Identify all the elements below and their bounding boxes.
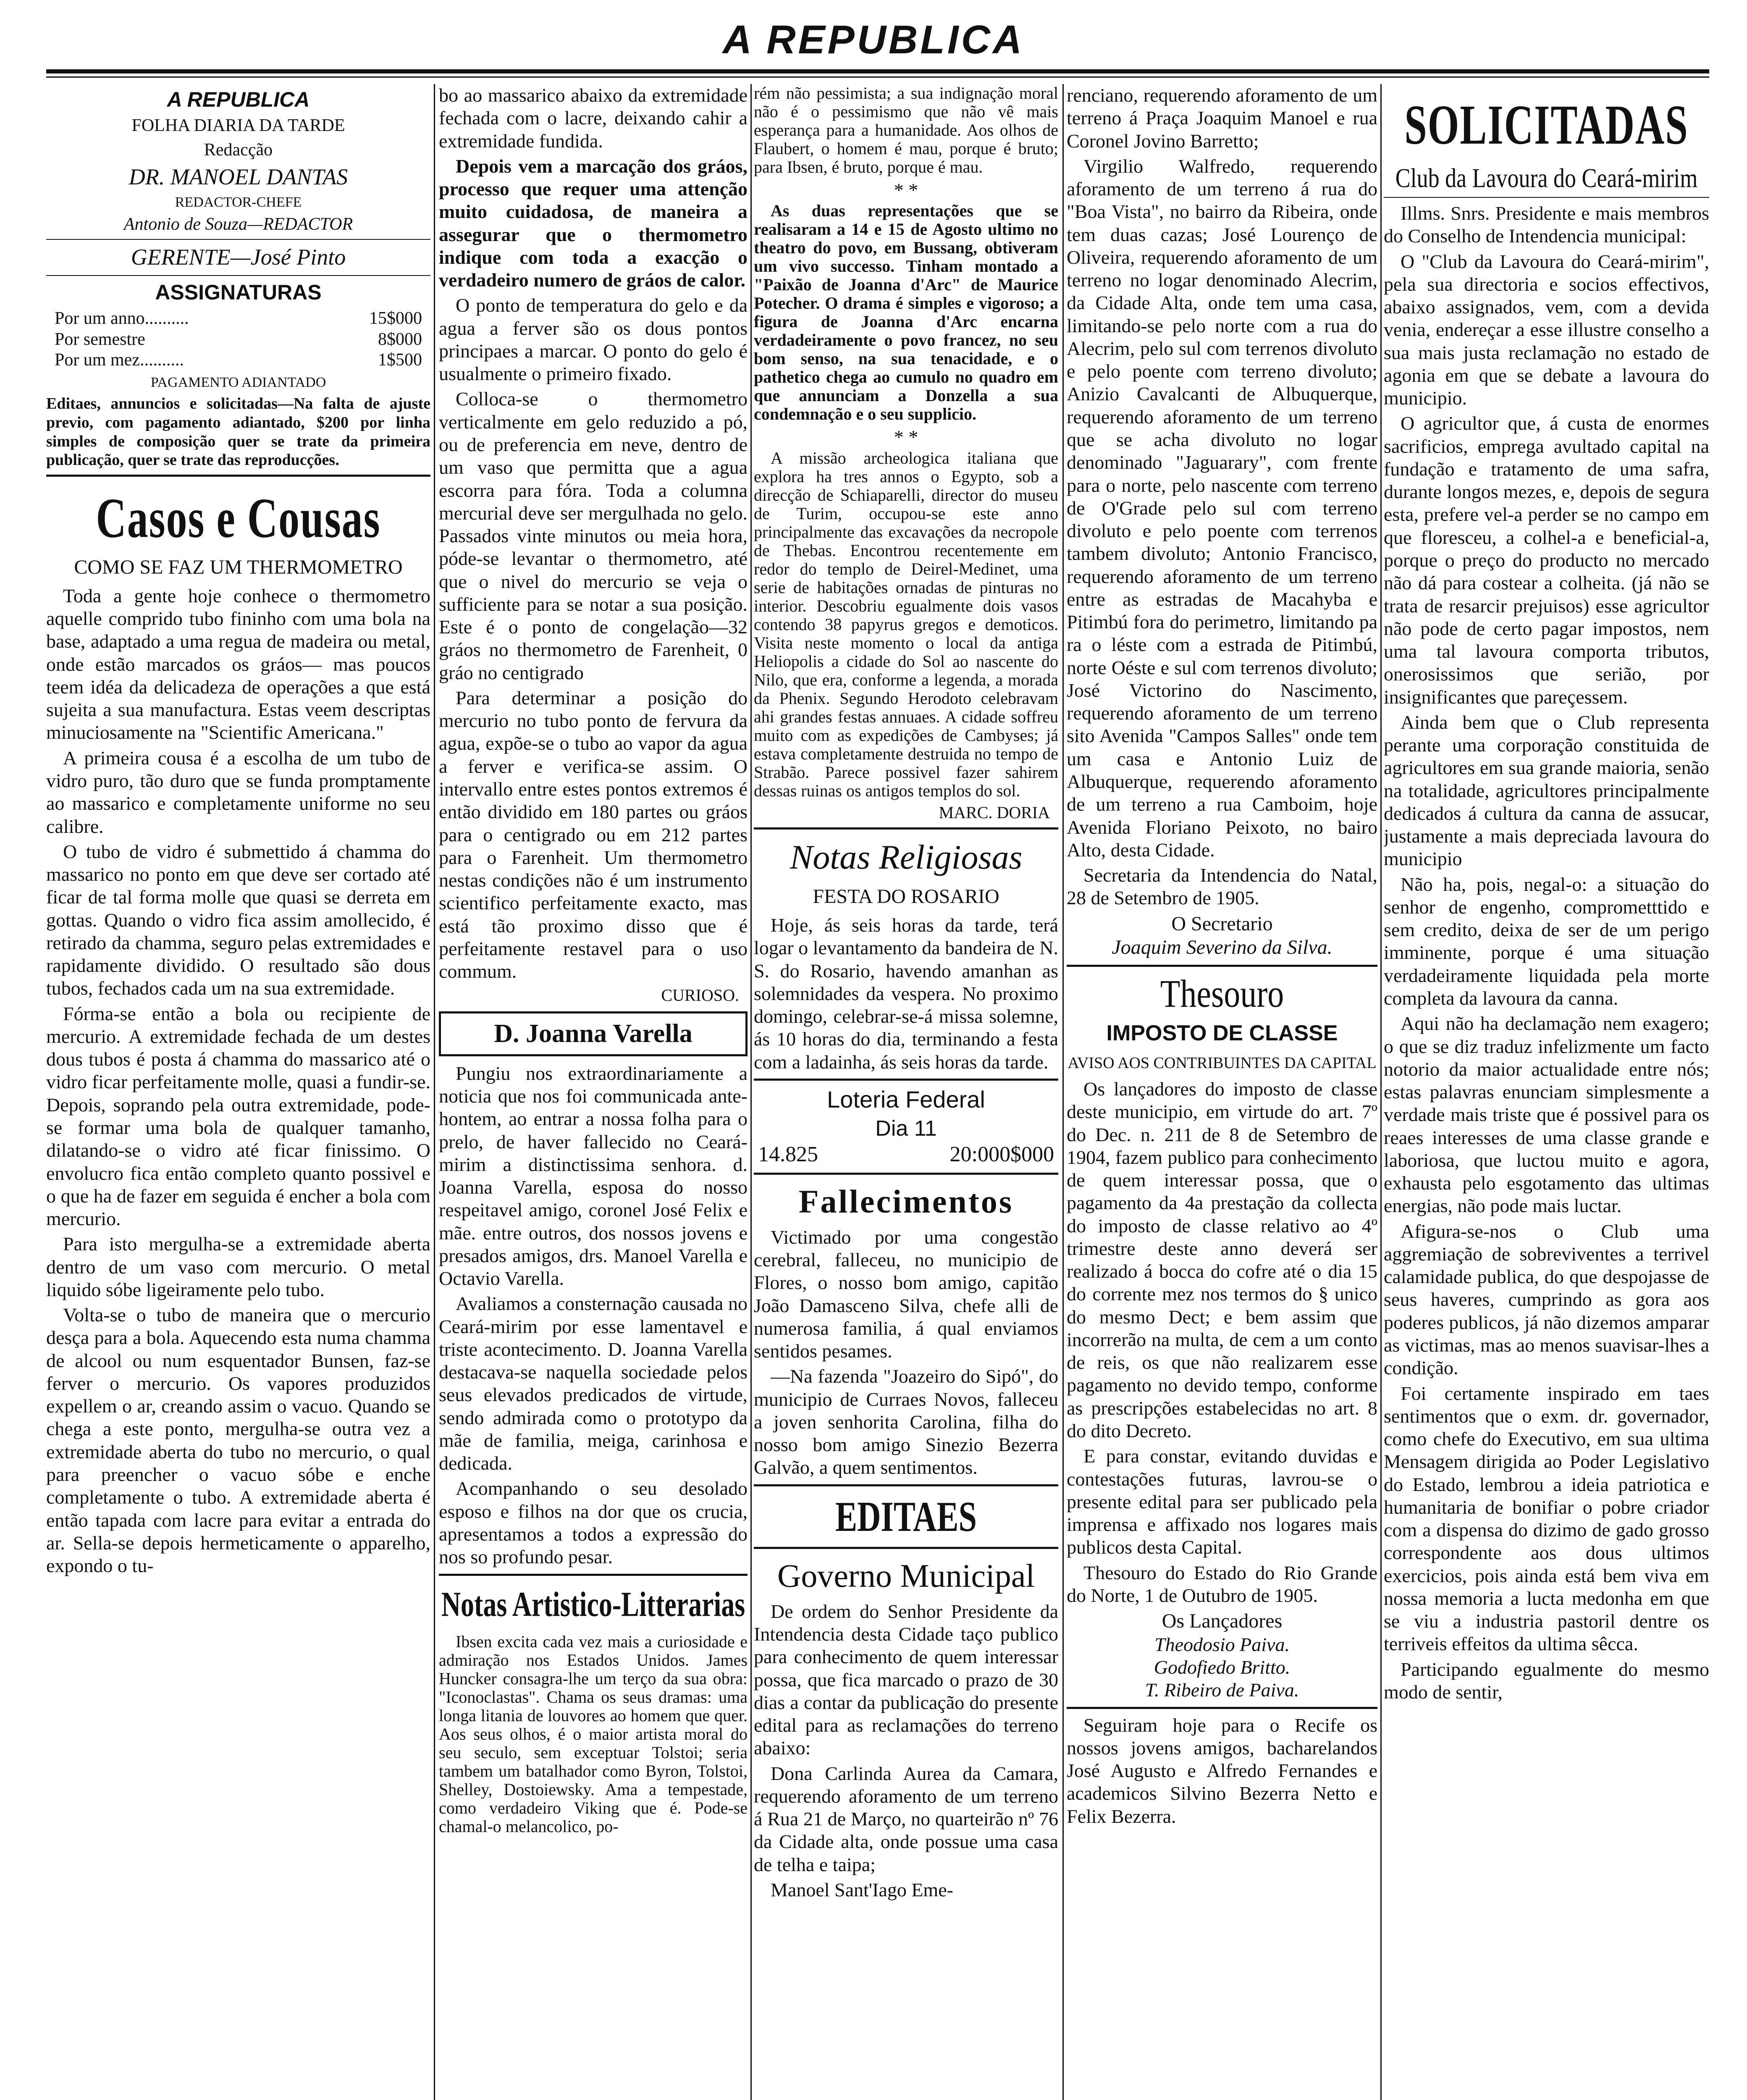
title-rule-thin <box>46 76 1709 78</box>
column-divider <box>1380 84 1382 2100</box>
article-subheading: COMO SE FAZ UM THERMOMETRO <box>74 556 403 579</box>
divider <box>1067 1707 1377 1709</box>
masthead-gerente: GERENTE—José Pinto <box>131 244 346 270</box>
editaes-note: Editaes, annuncios e solicitadas—Na falta de ajuste previo, com pagamento adiantado, $200 por linha simples de composição quer se trate da primeira publicação, quer se trate das reproducções. <box>46 394 430 469</box>
article-paragraph: Seguiram hoje para o Recife os nossos jovens amigos, bacharelandos José Augusto e Alfredo Fernandes e academicos Silvino Bezerra Netto e Felix Bezerra. <box>1067 1714 1377 1827</box>
article-paragraph: Participando egualmente do mesmo modo de sentir, <box>1384 1658 1709 1703</box>
article-paragraph: Colloca-se o thermometro verticalmente em gelo reduzido a pó, ou de preferencia em neve, dentro de um vaso que permitta que a agua escorra para fóra. Toda a columna mercurial deve ser mergulhada no gelo. Passados vinte minutos ou meia hora, póde-se levantar o thermometro, até que o nivel do mercurio se veja o sufficiente para se notar a sua posição. Este é o ponto de congelação—32 gráos no thermometro de Farenheit, 0 gráo no centigrado <box>439 388 748 683</box>
secretario-name: Joaquim Severino da Silva. <box>1112 936 1333 959</box>
article-subheading: IMPOSTO DE CLASSE <box>1106 1021 1338 1045</box>
secretario-label: O Secretario <box>1171 912 1273 935</box>
price-row: Por semestre 8$000 <box>55 329 422 349</box>
article-paragraph: rém não pessimista; a sua indignação moral não é o pessimismo que não vê mais esperança para a humanidade. Aos olhos de Flaubert, o homem é mau, porque é bruto; para Ibsen, é bruto, porque é mau. <box>754 84 1058 176</box>
lancador-name: Theodosio Paiva. <box>1154 1633 1290 1655</box>
separator-stars: * * <box>894 179 918 201</box>
section-heading: Governo Municipal <box>777 1557 1035 1594</box>
article-paragraph: Para isto mergulha-se a extremidade aberta dentro de um vaso com mercurio. O metal liquido sóbe ligeiramente pelo tubo. <box>46 1233 430 1300</box>
article-paragraph: Manoel Sant'Iago Eme- <box>771 1879 953 1900</box>
price-row: Por um mez.......... 1$500 <box>55 350 422 370</box>
article-paragraph: Victimado por uma congestão cerebral, falleceu, no municipio de Flores, o nosso bom amigo, capitão João Damasceno Silva, chefe alli de numerosa familia, á qual enviamos sentidos pesames. <box>754 1226 1058 1362</box>
lancador-name: Godofiedo Britto. <box>1154 1656 1291 1678</box>
article-paragraph: O ponto de temperatura do gelo e da agua a ferver são os dous pontos principaes a marcar. O ponto do gelo é usualmente o primeiro fixado. <box>439 294 748 385</box>
separator-stars: * * <box>894 426 918 448</box>
masthead-subtitle: FOLHA DIARIA DA TARDE <box>131 116 345 135</box>
article-signature: MARC. DORIA <box>939 803 1050 822</box>
divider <box>439 1574 748 1576</box>
price-row: Por um anno.......... 15$000 <box>55 309 422 328</box>
divider <box>754 1547 1058 1549</box>
article-subheading: FESTA DO ROSARIO <box>813 885 999 908</box>
section-heading: EDITAES <box>835 1492 977 1540</box>
article-paragraph: Ainda bem que o Club representa perante uma corporação constituida de agricultores em sua grande maioria, senão na totalidade, agricultores principalmente dedicados á cultura da canna de assucar, justamente a mais depreciada lavoura do municipio <box>1384 711 1709 870</box>
article-signature: CURIOSO. <box>661 986 739 1005</box>
article-paragraph: renciano, requerendo aforamento de um terreno á Praça Joaquim Manoel e rua Coronel Jovino Barretto; <box>1067 84 1377 152</box>
section-heading: Fallecimentos <box>798 1183 1014 1220</box>
article-paragraph: Thesouro do Estado do Rio Grande do Norte, 1 de Outubro de 1905. <box>1067 1562 1377 1606</box>
article-paragraph: Para determinar a posição do mercurio no tubo ponto de fervura da agua, expõe-se o tubo ao vapor da agua a ferver e verifica-se assim. O intervallo entre estes pontos extremos é então dividido em 180 partes ou gráos para o centigrado ou em 212 partes para o Farenheit. Um thermometro nestas condições não é um instrumento scientifico perfeitamente exacto, mas está tão proximo disso que é perfeitamente restavel para o uso commum. <box>439 687 748 982</box>
section-heading: D. Joanna Varella <box>494 1019 693 1048</box>
article-paragraph: Fórma-se então a bola ou recipiente de mercurio. A extremidade fechada de um destes dous tubos é posta á chamma do massarico até o vidro ficar perfeitamente molle, quasi a fundir-se. Depois, soprando pela outra extremidade, pode-se formar uma bola de qualquer tamanho, dilatando-se o vidro até ficar finissimo. O envolucro fica então completo quanto possivel e o que ha de fazer em seguida é encher a bola com mercurio. <box>46 1003 430 1230</box>
article-paragraph: Virgilio Walfredo, requerendo aforamento de um terreno á rua do "Boa Vista", no bairro da Ribeira, onde tem duas cazas; José Lourenço de Oliveira, requerendo aforamento de um terreno no logar denominado Alecrim, da Cidade Alta, onde tem uma casa, limitando-se pelo norte com a rua do Alecrim, pelo sul com terrenos divoluto e pelo poente com terreno divoluto; Anizio Cavalcanti de Albuquerque, requerendo aforamento de um terreno que se acha divoluto no logar denominado "Jaguarary", com frente para o norte, pelo nascente com terreno de O'Grade pelo sul com terreno divoluto e pelo poente com terrenos tambem divoluto; Antonio Francisco, requerendo aforamento de um terreno entre as estradas de Macahyba e Pitimbú fora do perimetro, limitando pa ra o léste com a estrada de Pitimbú, norte Oéste e sul com terrenos divoluto; José Victorino do Nascimento, requerendo aforamento de um terreno sito Avenida "Campos Salles" onde tem um casa e Antonio Luiz de Albuquerque, requerendo aforamento de um terreno a rua Camboim, hoje Avenida Floriano Peixoto, no bairo Alto, desta Cidade. <box>1067 155 1377 861</box>
newspaper-title: A REPUBLICA <box>722 17 1025 62</box>
column-3 <box>754 84 1058 2100</box>
article-paragraph: Volta-se o tubo de maneira que o mercurio desça para a bola. Aquecendo esta numa chamma de alcool ou num esquentador Bunsen, faz-se ferver o mercurio. Os vapores produzidos expellem o ar, creando assim o vacuo. Quando se chega a este ponto, mergulha-se outra vez a extremidade aberta do tubo no mercurio, o qual para preencher o vacuo sóbe e enche completamente o tubo. A extremidade aberta é então tapada com lacre para evitar a entrada do ar. Sella-se depois hermeticamente o apparelho, expondo o tu- <box>46 1304 430 1577</box>
article-paragraph: Dona Carlinda Aurea da Camara, requerendo aforamento de um terreno á Rua 21 de Março, no quarteirão nº 76 da Cidade alta, onde possue uma casa de telha e taipa; <box>754 1762 1058 1875</box>
column-divider <box>1062 84 1064 2100</box>
loteria-day: Dia 11 <box>875 1116 937 1141</box>
article-paragraph: bo ao massarico abaixo da extremidade fechada com o lacre, deixando cahir a extremidade fundida. <box>439 84 748 152</box>
article-paragraph: Aqui não ha declamação nem exagero; o que se diz traduz infelizmente um facto notorio da maior actualidade entre nós; estas palavras enunciam simplesmente a verdade mais triste que é possivel para os reaes interesses de uma classe grande e laboriosa, que luctou muito e agora, exhausta pelo esgotamento das ultimas energias, não pode mais luctar. <box>1384 1013 1709 1217</box>
divider <box>1067 965 1377 967</box>
article-paragraph: —Na fazenda "Joazeiro do Sipó", do municipio de Curraes Novos, falleceu a joven senhorita Carolina, filha do nosso bom amigo Sinezio Bezerra Galvão, a quem sentimentos. <box>754 1365 1058 1478</box>
column-4 <box>1067 84 1377 2100</box>
column-divider <box>750 84 752 2100</box>
article-paragraph: Afigura-se-nos o Club uma aggremiação de sobreviventes a terrivel calamidade publica, do que despojasse de seus haveres, cumprindo as gora aos poderes publicos, já não dizemos amparar as victimas, mas ao menos suavisar-lhes a condição. <box>1384 1220 1709 1379</box>
section-heading: Thesouro <box>1160 971 1284 1016</box>
article-paragraph: Ibsen excita cada vez mais a curiosidade e admiração nos Estados Unidos. James Huncker consagra-lhe um terço da sua obra: "Iconoclastas". Chama os seus dramas: uma longa litania de louvores ao homem que quer. Aos seus olhos, é o maior artista moral do seu seculo, sem exceptuar Tolstoi; seria tambem um batalhador como Byron, Tolstoi, Shelley, Dostoiewsky. Ama a tempestade, como verdadeiro Viking que é. Pode-se chamal-o melancolico, po- <box>439 1632 748 1836</box>
loteria-result <box>758 1142 1054 1167</box>
article-subheading: Club da Lavoura do Ceará-mirim <box>1395 163 1698 194</box>
divider <box>754 827 1058 830</box>
article-paragraph: Acompanhando o seu desolado esposo e filhos na dor que os crucia, apresentamos a todos a expressão do nos so profundo pesar. <box>439 1478 748 1568</box>
assignaturas-title: ASSIGNATURAS <box>155 281 322 304</box>
article-paragraph: Não ha, pois, negal-o: a situação do senhor de engenho, comprometttido e sem credito, deixa de ser de um perigo imminente, porque é uma situação verdadeiramente liquidada pela morte completa da lavoura da canna. <box>1384 873 1709 1009</box>
divider <box>46 475 430 477</box>
article-paragraph: A primeira cousa é a escolha de um tubo de vidro puro, tão duro que se funda promptamente ao massarico e completamente uniforme no seu calibre. <box>46 747 430 837</box>
article-paragraph: Toda a gente hoje conhece o thermometro aquelle comprido tubo fininho com uma bola na base, adaptado a uma regua de madeira ou metal, onde estão marcados os gráos— mas poucos teem idéa da delicadeza de operações a que está sujeita a sua manufactura. Estas veem descriptas minuciosamente na "Scientific Americana." <box>46 585 430 743</box>
masthead-redactor: Antonio de Souza—REDACTOR <box>123 214 353 234</box>
article-paragraph: Illms. Snrs. Presidente e mais membros do Conselho de Intendencia municipal: <box>1384 202 1709 247</box>
article-paragraph: Hoje, ás seis horas da tarde, terá logar o levantamento da bandeira de N. S. do Rosario, havendo amanhan as solemnidades da vespera. No proximo domingo, celebrar-se-á missa solemne, ás 10 horas do dia, terminando a festa com a ladainha, ás seis horas da tarde. <box>754 914 1058 1073</box>
column-divider <box>434 84 435 2100</box>
masthead-redaccao: Redacção <box>204 140 273 160</box>
loteria-prize: 20:000$000 <box>950 1142 1054 1167</box>
article-paragraph: De ordem do Senhor Presidente da Intendencia desta Cidade taço publico para conhecimento de quem interessar possa, que fica marcado o prazo de 30 dias a contar da publicação do presente edital para as reclamações do terreno abaixo: <box>754 1600 1058 1759</box>
lancadores-label: Os Lançadores <box>1162 1610 1283 1633</box>
article-paragraph: Secretaria da Intendencia do Natal, 28 de Setembro de 1905. <box>1067 864 1377 909</box>
article-paragraph: Depois vem a marcação dos gráos, processo que requer uma attenção muito cuidadosa, de maneira a assegurar que o thermometro indique com toda a exacção o verdadeiro numero de gráos de calor. <box>439 155 748 291</box>
article-paragraph: E para constar, evitando duvidas e contestações futuras, lavrou-se o presente edital para ser publicado pela imprensa e affixado nos logares mais publicos desta Capital. <box>1067 1445 1377 1558</box>
section-heading: SOLICITADAS <box>1404 93 1689 156</box>
section-heading: Notas Artistico-Litterarias <box>441 1584 745 1624</box>
column-1 <box>46 84 430 2100</box>
masthead-name: A REPUBLICA <box>167 88 310 111</box>
section-heading: Casos e Cousas <box>96 486 381 550</box>
loteria-title: Loteria Federal <box>827 1086 985 1113</box>
divider <box>754 1079 1058 1081</box>
article-paragraph: As duas representações que se realisaram a 14 e 15 de Agosto ultimo no theatro do povo, em Bussang, obtiveram um vivo successo. Tinham montado a "Paixão de Joanna d'Arc" de Maurice Potecher. O drama é simples e vigoroso; a figura de Joanna d'Arc encarna verdadeiramente o povo francez, no seu bom senso, na sua tenacidade, e o pathetico chega ao cumulo no quadro em que annunciam a Donzella a sua condemnação e o seu supplicio. <box>754 201 1058 424</box>
column-2 <box>439 84 748 2100</box>
article-paragraph: O agricultor que, á custa de enormes sacrificios, emprega avultado capital na fundação e tratamento de uma safra, durante longos mezes, e, depois de segura esta, prefere vel-a perder se no campo em que floresceu, a colhel-a e beneficial-a, porque o preço do producto no mercado não dá para costear a colheita. (já não se trata de resarcir prejuisos) esse agricultor não pode de certo pagar impostos, nem uma tal lavoura comporta tributos, onerosissimos que serião, por insignificantes que pareçessem. <box>1384 412 1709 708</box>
divider <box>1384 197 1709 198</box>
divider <box>754 1173 1058 1175</box>
divider <box>46 275 430 276</box>
article-paragraph: A missão archeologica italiana que explora ha tres annos o Egypto, sob a direcção de Schiaparelli, director do museu de Turim, occupou-se este anno principalmente das excavações da necropole de Thebas. Encontrou recentemente em redor do templo de Deirel-Medinet, uma serie de habitações ornadas de pinturas no interior. Descobriu egualmente dois vasos contendo 38 papyrus gregos e demoticos. Visita neste momento o local da antiga Heliopolis a cidade do Sol ao nascente do Nilo, que era, conforme a legenda, a morada da Phenix. Segundo Herodoto celebravam ahi grandes festas annuaes. A cidade soffreu muito com as expedições de Cambyses; já estava completamente destruida no tempo de Strabão. Parece possivel fazer sahirem dessas ruinas os antigos templos do sol. <box>754 448 1058 800</box>
masthead-director: DR. MANOEL DANTAS <box>129 164 348 190</box>
pagamento-note: PAGAMENTO ADIANTADO <box>150 374 326 390</box>
article-paragraph: O "Club da Lavoura do Ceará-mirim", pela sua directoria e socios effectivos, abaixo assignados, vem, com a devida venia, endereçar a esse illustre conselho a sua mais justa reclamação no estado de agonia em que se debate a lavoura do municipio. <box>1384 250 1709 409</box>
article-paragraph: O tubo de vidro é submettido á chamma do massarico no ponto em que deve ser cortado até ficar de tal forma molle que quasi se derreta em gottas. Quando o vidro fica assim amollecido, é retirado da chamma, seguro pelas extremidades e rapidamente dividido. O resultado são dous tubos, fechados cada um na sua extremidade. <box>46 840 430 999</box>
article-paragraph: Avaliamos a consternação causada no Ceará-mirim por esse lamentavel e triste acontecimento. D. Joanna Varella destacava-se naquella sociedade pelos seus elevados predicados de virtude, sendo admirada como o prototypo da mãe de familia, meiga, carinhosa e dedicada. <box>439 1293 748 1474</box>
lancador-name: T. Ribeiro de Paiva. <box>1145 1679 1299 1701</box>
article-subheading: AVISO AOS CONTRIBUINTES DA CAPITAL <box>1068 1054 1377 1072</box>
column-5 <box>1384 84 1709 2100</box>
masthead-redactor-chefe: REDACTOR-CHEFE <box>175 194 302 210</box>
section-heading: Notas Religiosas <box>790 837 1023 876</box>
divider <box>46 239 430 240</box>
loteria-number: 14.825 <box>758 1142 818 1167</box>
title-rule <box>46 69 1709 74</box>
divider <box>754 1484 1058 1486</box>
article-paragraph: Pungiu nos extraordinariamente a noticia que nos foi communicada ante-hontem, ao entrar a nossa folha para o prelo, de haver fallecido no Ceará-mirim a distinctissima senhora. d. Joanna Varella, esposa do nosso respeitavel amigo, coronel José Felix e mãe. entre outros, dos nossos jovens e presados amigos, drs. Manoel Varella e Octavio Varella. <box>439 1062 748 1289</box>
article-paragraph: Foi certamente inspirado em taes sentimentos que o exm. dr. governador, como chefe do Executivo, em sua ultima Mensagem dirigida ao Poder Legislativo do Estado, lembrou a ideia patriotica e humanitaria de bonifiar o pobre criador com a dispensa do dizimo de gado grosso correspondente aos dous ultimos exercicios, pois ainda está bem viva em nossa memoria a lucta medonha em que se viu a industria pastoril dentre os terriveis effeitos da ultima sêcca. <box>1384 1382 1709 1655</box>
article-paragraph: Os lançadores do imposto de classe deste municipio, em virtude do art. 7º do Dec. n. 211 de 8 de Setembro de 1904, fazem publico para conhecimento de quem interessar possa, que o pagamento da 4a prestação da collecta do imposto de classe relativo ao 4º trimestre deste anno deverá ser realizado á bocca do cofre até o dia 15 do corrente mez nos termos do § unico do mesmo Dect; e bem assim que incorrerão na multa, de cem a um conto de reis, os que não realizarem esse pagamento no devido tempo, conforme as prescripções estabelecidas no art. 8 do dito Decreto. <box>1067 1078 1377 1442</box>
